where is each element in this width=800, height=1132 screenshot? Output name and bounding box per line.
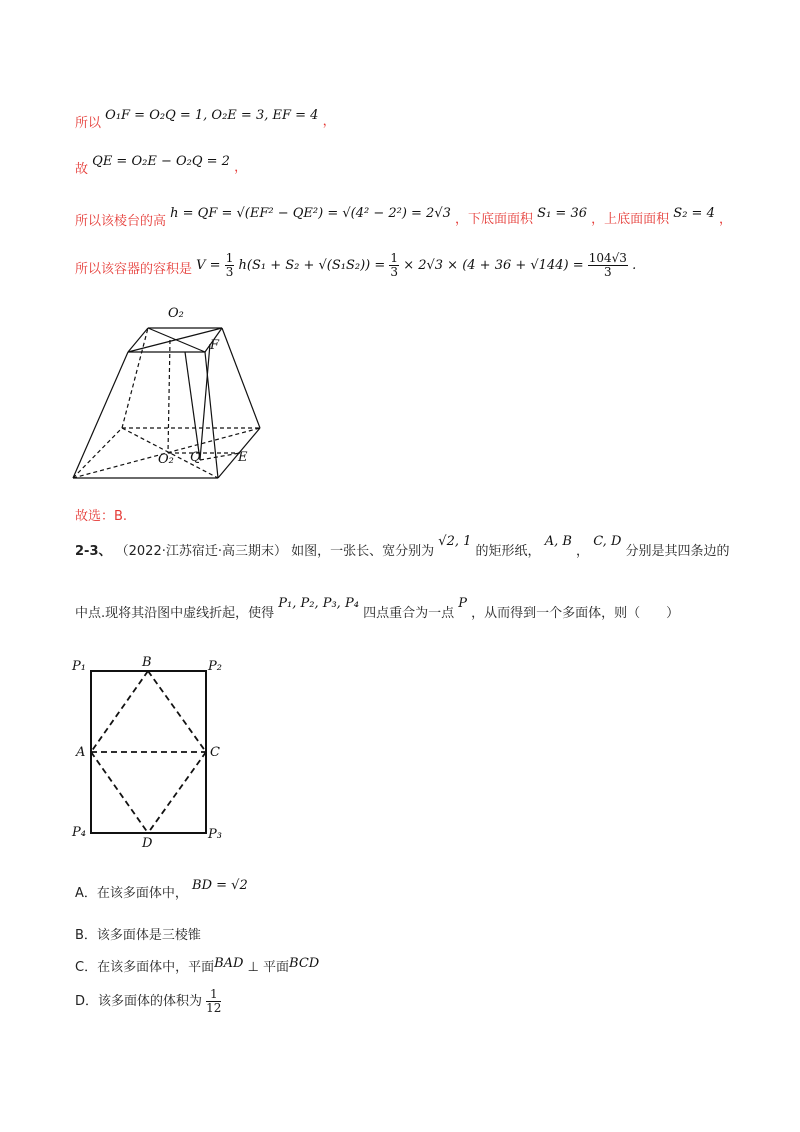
line4-frac-2 [389, 252, 399, 279]
option-d-den: 12 [206, 1001, 222, 1015]
label-c: C [210, 745, 220, 760]
question-text6: ，从而得到一个多面体，则（ ） [471, 606, 680, 621]
option-c-mid: ⊥ 平面 [243, 960, 290, 975]
line3-s1: S₁ = 36 [537, 206, 587, 221]
frustum-figure [60, 300, 280, 490]
line3-math: h = QF = √(EF² − QE²) = √(4² − 2²) = 2√3 [170, 206, 451, 221]
question-text5: 四点重合为一点 [363, 606, 455, 621]
option-d-num: 1 [206, 988, 221, 1002]
option-a[interactable] [75, 874, 248, 901]
question-text2: 的矩形纸， [475, 544, 541, 559]
answer-line: 故选：B. [75, 509, 128, 524]
solution-line-1 [75, 104, 336, 131]
line4-result [588, 252, 628, 279]
line4-mid: h(S₁ + S₂ + √(S₁S₂)) = [238, 258, 386, 273]
line4-frac-num: 1 [225, 251, 234, 265]
label-p4: P₄ [72, 825, 86, 840]
line3-suffix: ， [718, 212, 732, 227]
label-q: Q [190, 450, 201, 465]
line1-prefix: 所以 [75, 116, 102, 131]
option-b[interactable]: B．该多面体是三棱锥 [75, 928, 201, 943]
line4-v: V = [196, 258, 221, 273]
line1-suffix: ， [322, 114, 336, 129]
label-a: A [76, 745, 86, 760]
option-c[interactable] [75, 952, 320, 975]
question-source: （2022·江苏宿迁·高三期末） [115, 544, 287, 559]
line4-result-num: 104√3 [588, 251, 627, 265]
label-p1: P₁ [72, 659, 86, 674]
label-bottom-o2: O₂ [158, 452, 174, 467]
question-cd: C, D [593, 534, 622, 549]
solution-line-4 [75, 252, 636, 279]
option-a-text: A．在该多面体中， [75, 886, 188, 901]
line4-frac2-den: 3 [390, 265, 399, 279]
line4-frac [225, 252, 235, 279]
line3-mid1: ，下底面面积 [455, 212, 534, 227]
line4-end: . [632, 258, 637, 273]
question-text4: 中点.现将其沿图中虚线折起，使得 [75, 606, 275, 621]
line3-prefix: 所以该棱台的高 [75, 214, 167, 229]
line2-suffix: ， [234, 160, 248, 175]
option-d-text: D．该多面体的体积为 [75, 994, 203, 1009]
question-line-1 [75, 534, 730, 559]
question-ab: A, B [544, 534, 572, 549]
option-d[interactable] [75, 988, 221, 1015]
label-d: D [142, 836, 153, 851]
line2-prefix: 故 [75, 162, 89, 177]
solution-line-3 [75, 202, 732, 229]
solution-line-2 [75, 150, 248, 177]
line4-mid2: × 2√3 × (4 + 36 + √144) = [403, 258, 584, 273]
label-f: F [210, 338, 220, 353]
line3-mid2: ，上底面面积 [591, 212, 670, 227]
line4-frac-den: 3 [225, 265, 234, 279]
option-d-frac [206, 988, 221, 1015]
label-b: B [142, 655, 152, 670]
label-p2: P₂ [208, 659, 222, 674]
label-p3: P₃ [208, 827, 222, 842]
question-comma: ， [576, 544, 590, 559]
option-c-math1: BAD [214, 956, 244, 971]
question-dims: √2, 1 [438, 534, 472, 549]
question-points: P₁, P₂, P₃, P₄ [278, 596, 359, 611]
line3-s2: S₂ = 4 [673, 206, 715, 221]
question-p: P [458, 596, 467, 611]
question-text1: 如图，一张长、宽分别为 [291, 544, 435, 559]
line1-math: O₁F = O₂Q = 1, O₂E = 3, EF = 4 [105, 108, 319, 123]
line4-prefix: 所以该容器的容积是 [75, 262, 193, 277]
question-line-2 [75, 596, 680, 621]
line2-math: QE = O₂E − O₂Q = 2 [92, 154, 230, 169]
option-c-text: C．在该多面体中，平面 [75, 960, 215, 975]
option-c-math2: BCD [289, 956, 320, 971]
label-e: E [238, 450, 248, 465]
label-top-o2: O₂ [168, 306, 184, 321]
line4-result-den: 3 [604, 265, 612, 279]
question-number: 2-3、 [75, 544, 112, 559]
rectangle-figure [70, 655, 240, 855]
question-text3: 分别是其四条边的 [625, 544, 730, 559]
option-a-math: BD = √2 [192, 878, 248, 893]
line4-frac2-num: 1 [390, 251, 399, 265]
